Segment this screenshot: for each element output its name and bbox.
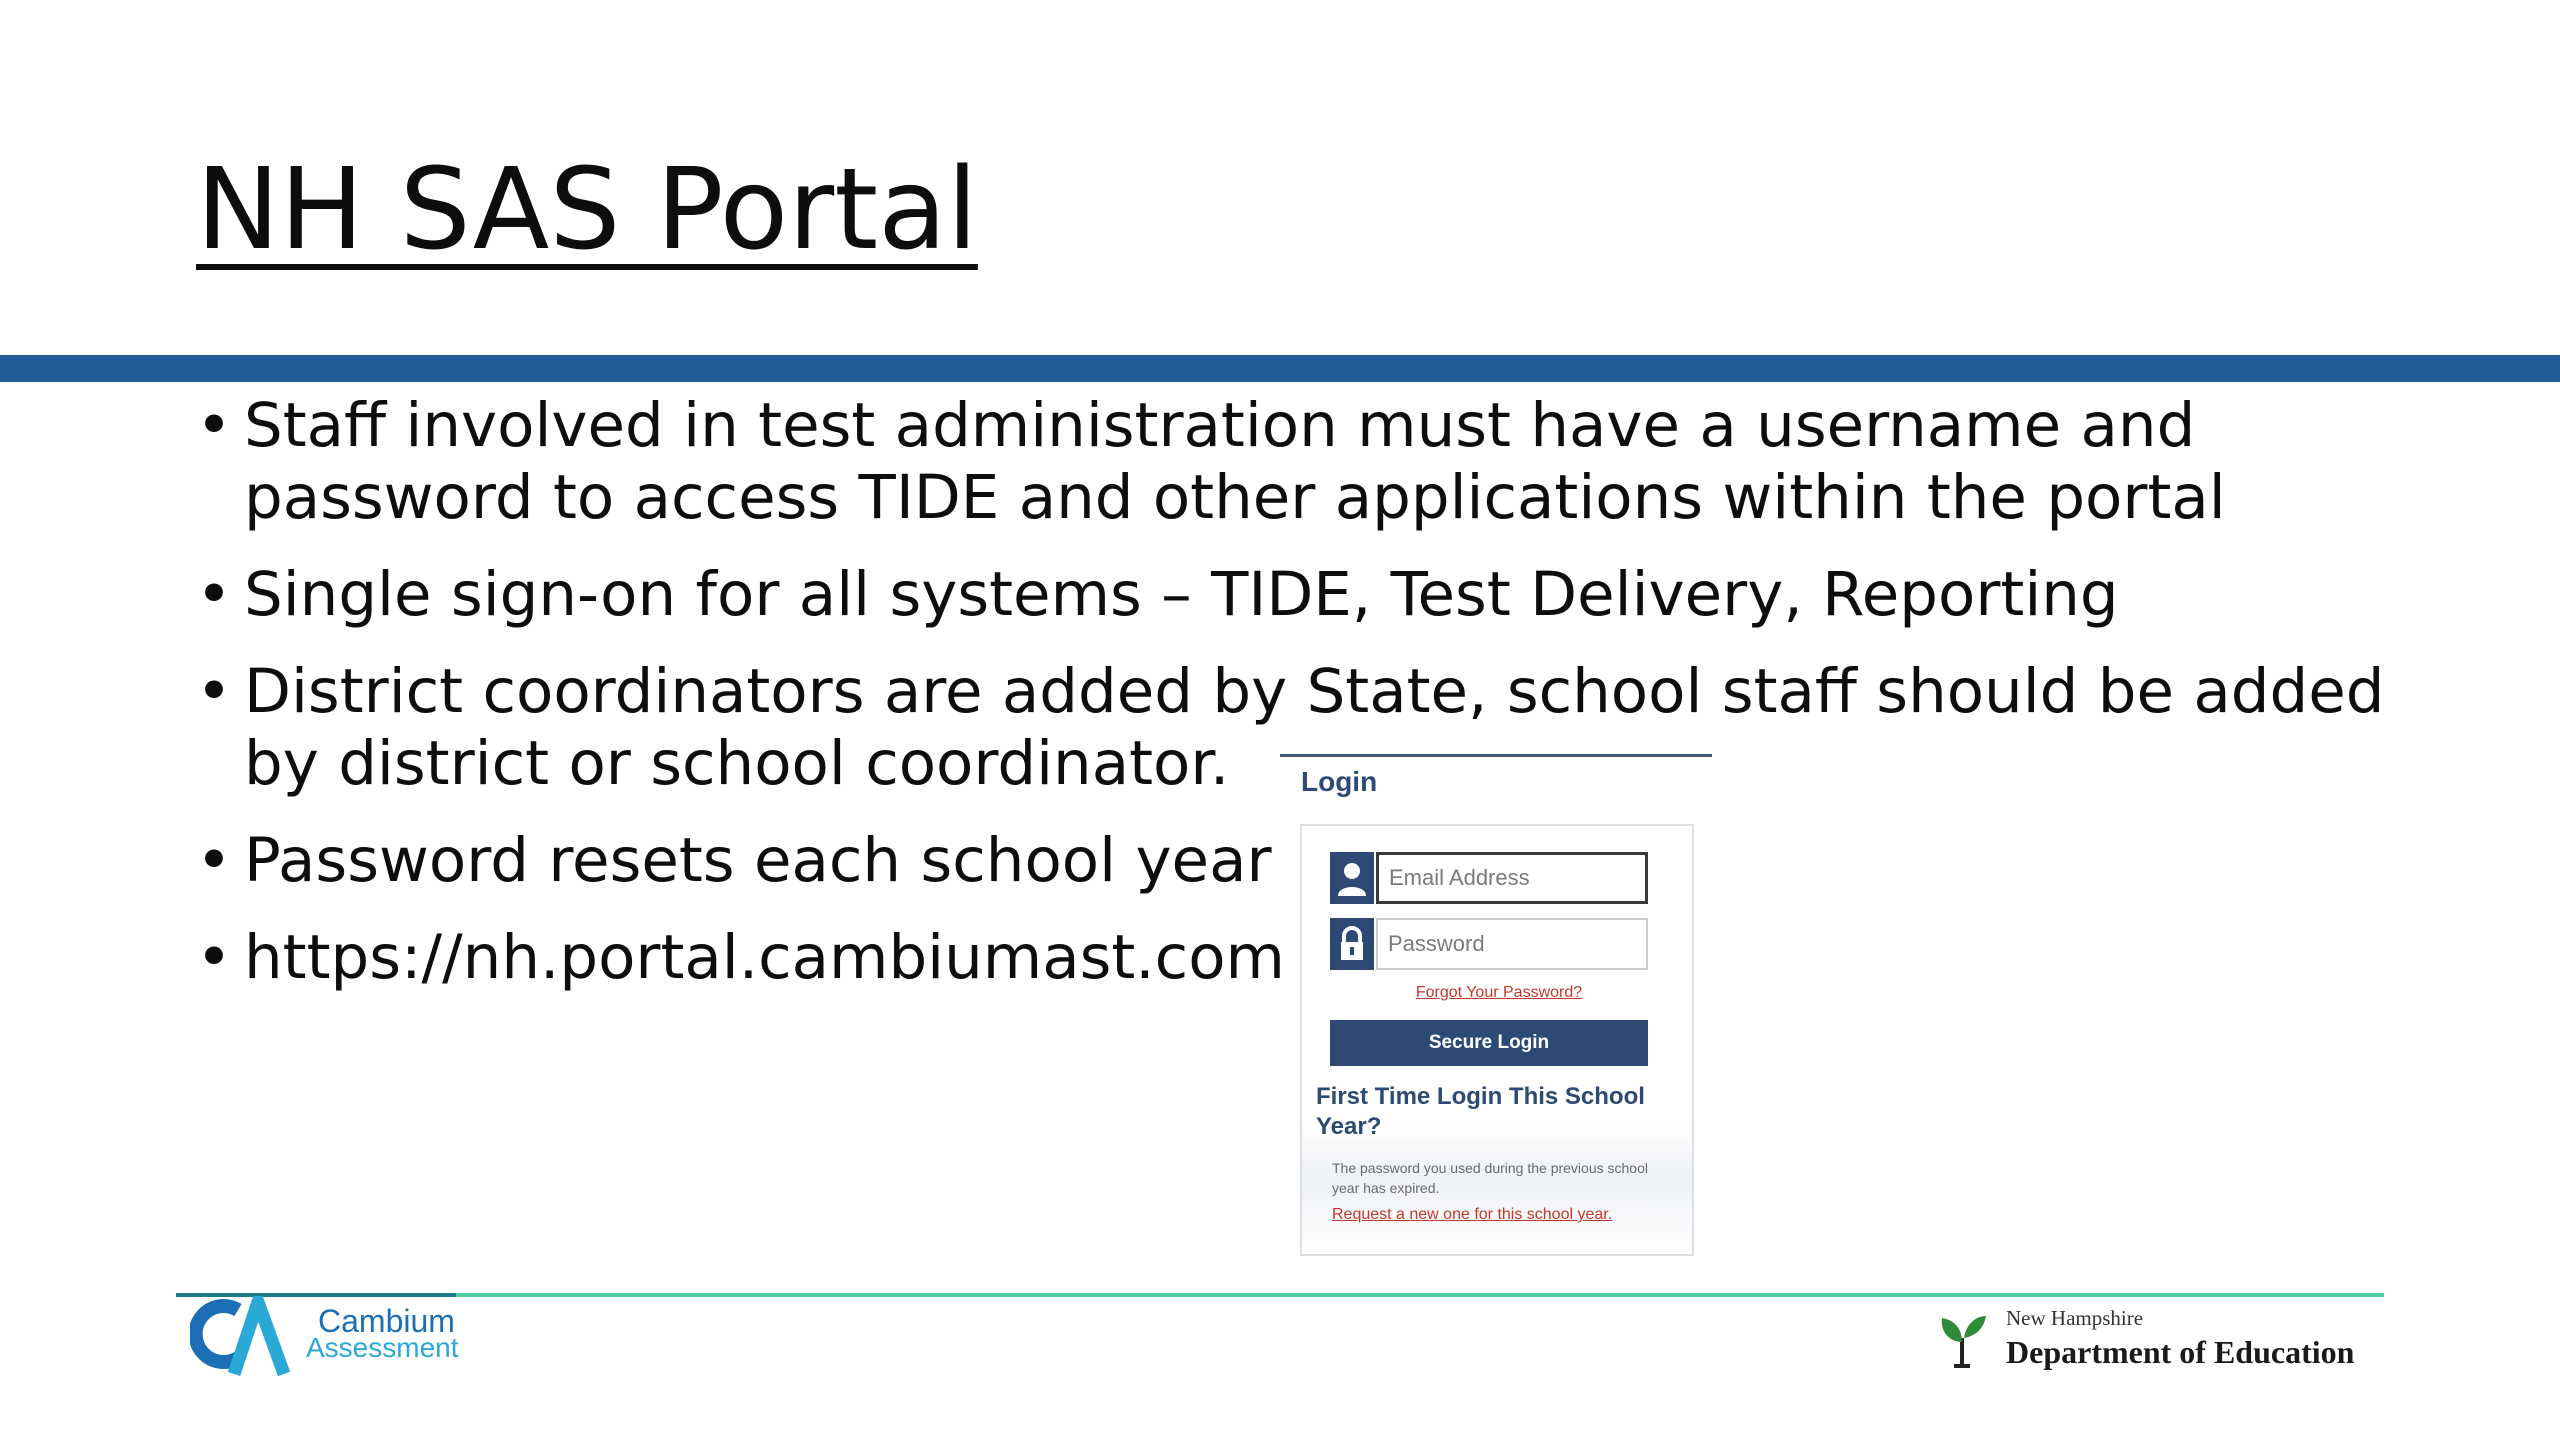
bullet-dot: • xyxy=(196,656,232,727)
password-input[interactable] xyxy=(1376,918,1648,970)
email-row xyxy=(1330,852,1648,904)
forgot-password-link[interactable]: Forgot Your Password? xyxy=(1415,984,1583,1001)
nh-state-label: New Hampshire xyxy=(2006,1306,2144,1330)
first-time-login-heading: First Time Login This School Year? xyxy=(1316,1083,1645,1140)
bullet-text: Staff involved in test administration must have a username and password to access TIDE and other applications within the portal xyxy=(244,390,2226,533)
title-divider-bar xyxy=(0,355,2560,382)
cambium-ca-icon xyxy=(190,1296,294,1376)
lock-icon xyxy=(1330,918,1374,970)
email-input[interactable] xyxy=(1376,852,1648,904)
nh-department-of-education-logo xyxy=(1936,1300,2396,1380)
bullet-item xyxy=(196,559,2426,631)
bullet-text: District coordinators are added by State, school staff should be added by district or school coordinator. xyxy=(244,656,2385,799)
footer-divider xyxy=(176,1293,2384,1297)
cambium-name: Cambium xyxy=(318,1303,455,1339)
bullet-item xyxy=(196,922,1324,994)
cambium-subname: Assessment xyxy=(306,1332,459,1363)
login-heading: Login xyxy=(1301,766,1378,797)
cambium-assessment-logo xyxy=(190,1292,490,1376)
login-top-divider xyxy=(1280,754,1712,757)
login-card xyxy=(1300,824,1694,1256)
nh-department-label: Department of Education xyxy=(2006,1334,2355,1370)
sprout-icon xyxy=(1936,1308,1992,1368)
bullet-item xyxy=(196,390,2426,534)
user-icon xyxy=(1330,852,1374,904)
bullet-dot: • xyxy=(196,559,232,630)
password-row xyxy=(1330,918,1648,970)
password-expired-text: The password you used during the previous school year has expired. xyxy=(1332,1160,1648,1196)
bullet-text: Password resets each school year xyxy=(244,825,1272,896)
bullet-text: https://nh.portal.cambiumast.com xyxy=(244,922,1285,993)
slide-title: NH SAS Portal xyxy=(196,145,978,275)
bullet-text: Single sign-on for all systems – TIDE, Test Delivery, Reporting xyxy=(244,559,2119,630)
bullet-dot: • xyxy=(196,922,232,993)
secure-login-button[interactable]: Secure Login xyxy=(1330,1020,1648,1066)
bullet-item xyxy=(196,825,1324,897)
request-new-password-link[interactable]: Request a new one for this school year. xyxy=(1332,1206,1613,1223)
login-panel xyxy=(1280,752,1712,1262)
bullet-dot: • xyxy=(196,825,232,896)
bullet-dot: • xyxy=(196,390,232,461)
